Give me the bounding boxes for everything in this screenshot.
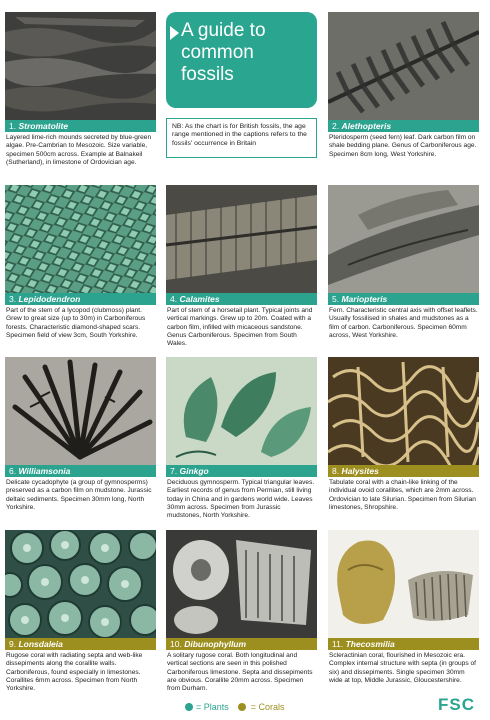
fossil-description: Part of stem of a horsetail plant. Typical joints and vertical markings. Grew up to 20m. Coated with a carbon film, infilled with micaceous sandstone. Genus Carboniferous. Specimen from South Wales. — [167, 307, 313, 348]
caption-bar — [5, 638, 156, 650]
fossil-number: 6. — [9, 466, 17, 476]
fossil-number: 5. — [332, 294, 340, 304]
fossil-photo — [328, 12, 479, 120]
fossil-number: 8. — [332, 466, 340, 476]
fossil-card-ginkgo — [166, 357, 317, 520]
fossil-number: 1. — [9, 121, 17, 131]
fossil-name: Ginkgo — [179, 466, 209, 476]
caption-bar — [328, 638, 479, 650]
corals-dot-icon — [238, 703, 246, 711]
fossil-description: Rugose coral with radiating septa and web-like dissepiments along the corallite walls. Carboniferous, found especially in limestones. Corallites 6mm across. Specimen from North Yorkshire. — [6, 652, 143, 693]
fossil-description: Fern. Characteristic central axis with offset leaflets. Usually fossilised in shales and mudstones as a film of carbon. Carboniferous. Specimen 60mm across, West Yorkshire. — [329, 307, 478, 339]
fossil-name: Thecosmilia — [345, 639, 395, 649]
fossil-number: 10. — [170, 639, 182, 649]
fossil-description: Tabulate coral with a chain-like linking of the individual ovoid corallites, which are 2mm across. Ordovician to late Silurian. Specimen from Silurian limestones, Shropshire. — [329, 479, 476, 511]
legend-corals-label: = Corals — [250, 702, 285, 712]
fossil-name: Calamites — [179, 294, 220, 304]
fossil-photo — [5, 185, 156, 293]
fossil-card-dibunophyllum — [166, 530, 317, 693]
fossil-card-lonsdaleia — [5, 530, 156, 693]
fossil-card-stromatolite — [5, 12, 156, 167]
caption-bar — [5, 293, 156, 305]
caption-bar — [328, 465, 479, 477]
legend-plants-label: = Plants — [196, 702, 229, 712]
legend — [185, 702, 285, 712]
fossil-photo — [166, 185, 317, 293]
caption-bar — [5, 465, 156, 477]
plants-dot-icon — [185, 703, 193, 711]
fossil-description: Pteridosperm (seed fern) leaf. Dark carbon film on shale bedding plane. Genus of Carboniferous age. Specimen 8cm long, West Yorkshire. — [329, 134, 477, 158]
fossil-photo — [328, 185, 479, 293]
caption-bar — [166, 638, 317, 650]
fossil-description: A solitary rugose coral. Both longitudinal and vertical sections are seen in this polished Carboniferous limestone. Septa and dissepiments are obvious. Corallite 20mm across. Specimen from Durham. — [167, 652, 313, 693]
fossil-name: Lonsdaleia — [18, 639, 63, 649]
fossil-number: 2. — [332, 121, 340, 131]
fossil-photo — [166, 357, 317, 465]
fossil-photo — [5, 530, 156, 638]
fossil-name: Alethopteris — [341, 121, 392, 131]
fsc-logo: FSC — [438, 695, 475, 714]
fossil-name: Halysites — [341, 466, 379, 476]
fossil-card-alethopteris — [328, 12, 479, 159]
fossil-number: 11. — [332, 639, 344, 649]
fossil-name: Lepidodendron — [18, 294, 81, 304]
fossil-name: Mariopteris — [341, 294, 388, 304]
fossil-number: 7. — [170, 466, 178, 476]
fossil-number: 4. — [170, 294, 178, 304]
caption-bar — [166, 293, 317, 305]
fossil-description: Layered lime-rich mounds secreted by blue-green algae. Pre-Cambrian to Mesozoic. Size variable, specimen 500cm across. Example at Balnakeil (Sutherland), in limestone of Ordovician age. — [6, 134, 152, 166]
caption-bar — [166, 465, 317, 477]
title-line-2: common — [181, 42, 254, 63]
note-box: NB: As the chart is for British fossils, the age range mentioned in the captions refers to the fossils' occurrence in Britain — [166, 118, 317, 158]
caption-bar — [328, 120, 479, 132]
fossil-description: Part of the stem of a lycopod (clubmoss) plant. Grew to great size (up to 30m) in Carboniferous forests. Characteristic diamond-shaped scars. Specimen field of view 3cm, South Yorkshire. — [6, 307, 146, 339]
fossil-card-calamites — [166, 185, 317, 348]
fossil-card-lepidodendron — [5, 185, 156, 340]
title-block — [166, 12, 317, 108]
caption-bar — [328, 293, 479, 305]
fossil-name: Dibunophyllum — [184, 639, 247, 649]
fossil-name: Stromatolite — [18, 121, 69, 131]
fossil-photo — [5, 357, 156, 465]
fossil-number: 3. — [9, 294, 17, 304]
fossil-description: Deciduous gymnosperm. Typical triangular leaves. Earliest records of genus from Permian, still living today in China and in gardens world wide. Leaves 30mm across. Specimen from Jurassic mudstones, North Yorkshire. — [167, 479, 315, 520]
title-line-3: fossils — [181, 64, 234, 85]
arrow-right-icon — [170, 26, 179, 40]
fossil-number: 9. — [9, 639, 17, 649]
fossil-photo — [5, 12, 156, 120]
fossil-card-williamsonia — [5, 357, 156, 512]
fossil-photo — [328, 530, 479, 638]
fossil-name: Williamsonia — [18, 466, 71, 476]
fossil-description: Delicate cycadophyte (a group of gymnosperms) preserved as a carbon film on mudstone. Jurassic deltaic sediments. Specimen 30mm long, North Yorkshire. — [6, 479, 152, 511]
fossil-card-halysites — [328, 357, 479, 512]
fossil-card-thecosmilia — [328, 530, 479, 685]
fossil-card-mariopteris — [328, 185, 479, 340]
title-line-1: A guide to — [181, 20, 266, 41]
fossil-photo — [328, 357, 479, 465]
caption-bar — [5, 120, 156, 132]
fossil-description: Scleractinian coral, flourished in Mesozoic era. Complex internal structure with septa (in groups of six) and dissepiments. Single specimen 30mm wide at top, Middle Jurassic, Gloucestershire. — [329, 652, 476, 684]
fossil-photo — [166, 530, 317, 638]
